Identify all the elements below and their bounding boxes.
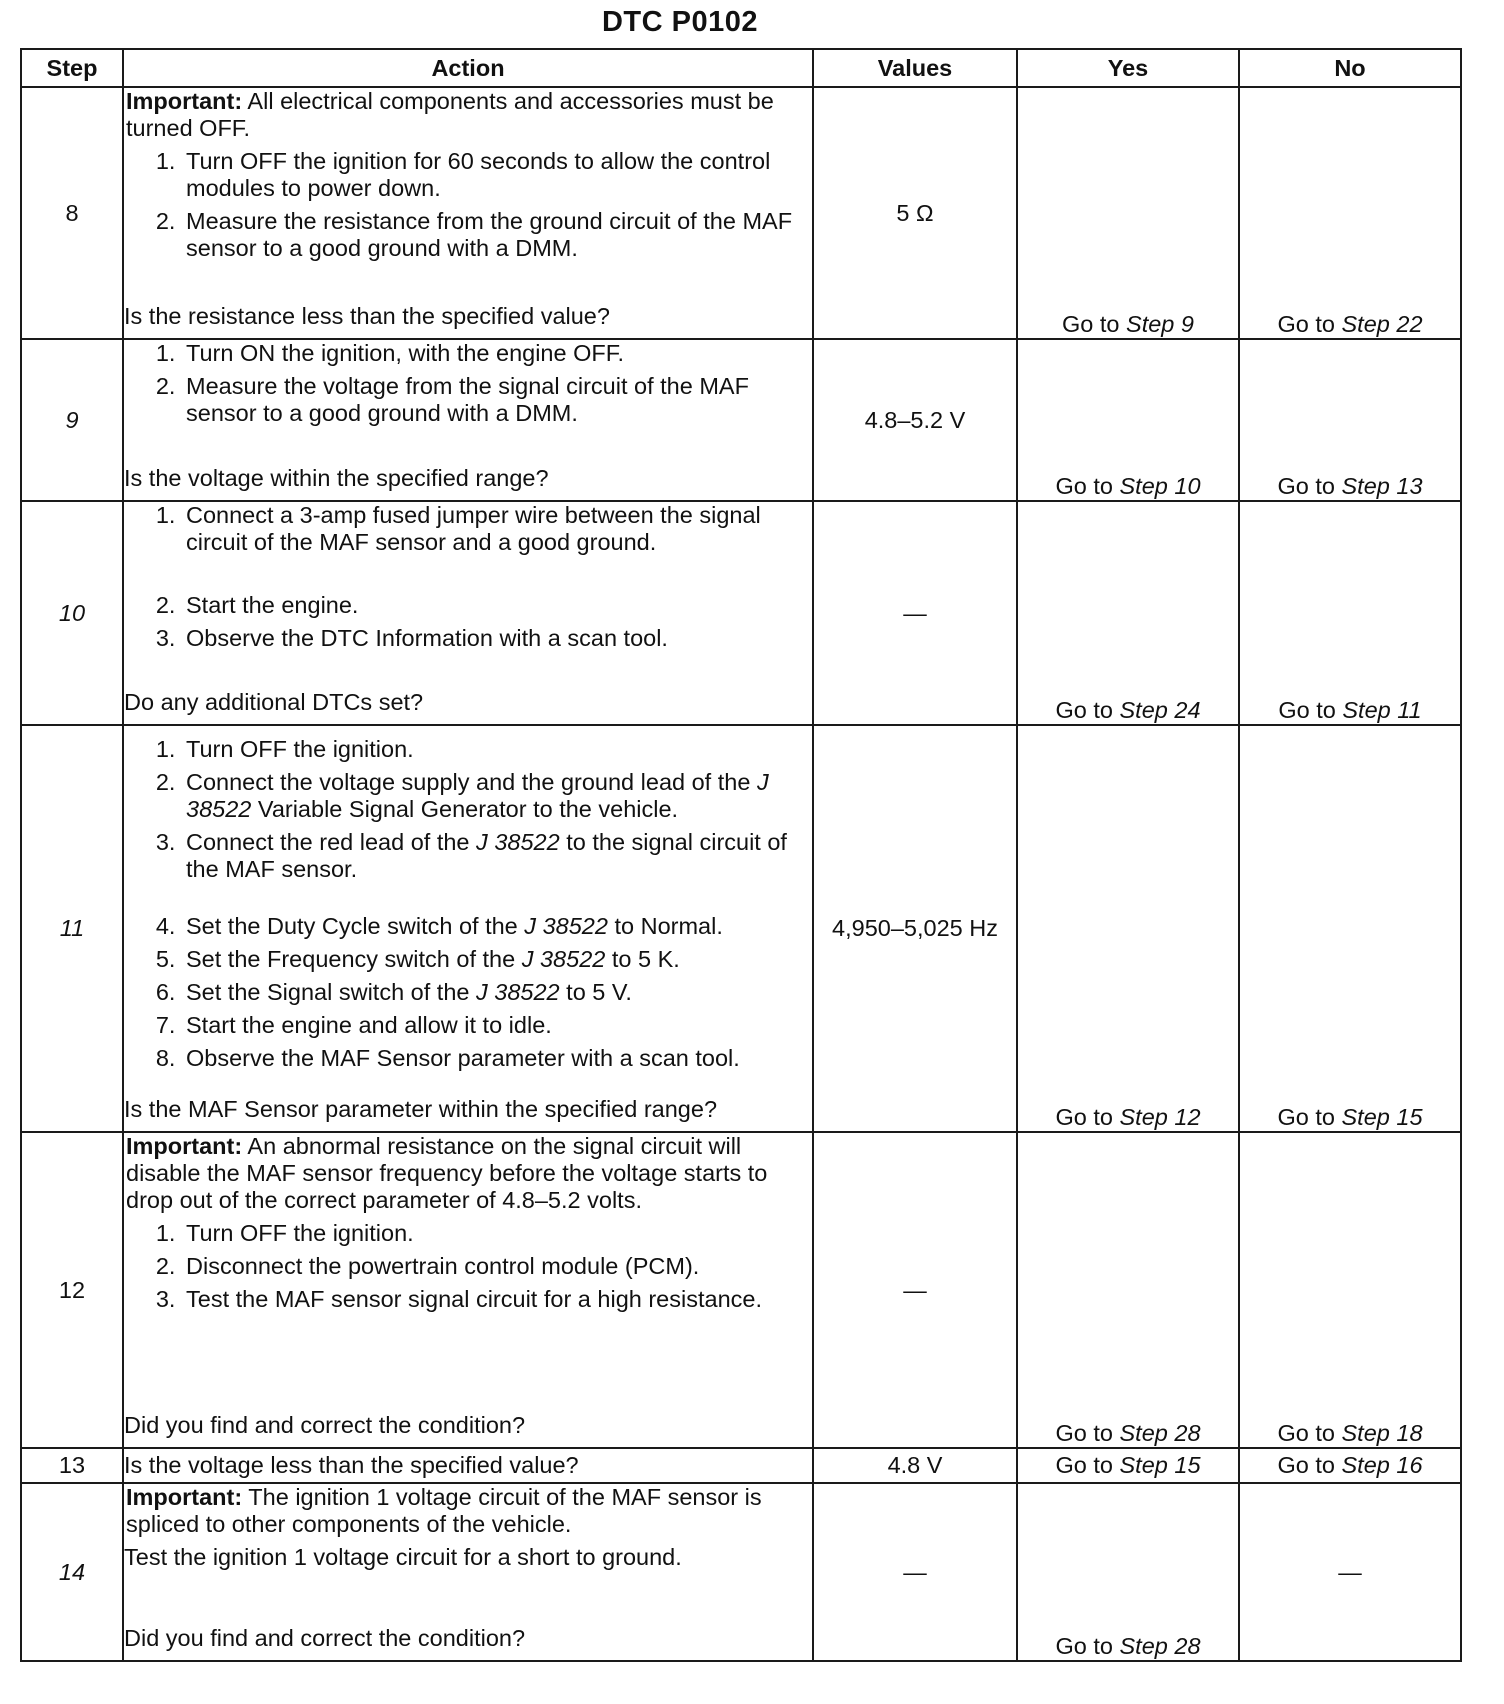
procedure-item: 5. Set the Frequency switch of the J 38522 to 5 K.	[182, 946, 812, 973]
yes-cell	[1017, 1448, 1239, 1483]
no-cell	[1239, 725, 1461, 1132]
tool-reference: J 38522	[524, 913, 608, 939]
goto-step-link[interactable]: Step 16	[1341, 1452, 1423, 1478]
step-number: 13	[21, 1448, 123, 1483]
important-text: An abnormal resistance on the signal circuit will disable the MAF sensor frequency before the voltage starts to drop out of the correct parameter of 4.8–5.2 volts.	[126, 1133, 768, 1213]
no-cell	[1239, 501, 1461, 725]
table-row-step-10	[21, 501, 1461, 725]
important-label: Important:	[126, 1133, 243, 1159]
goto-prefix: Go to	[1277, 1452, 1342, 1478]
values-cell: 4.8 V	[813, 1448, 1017, 1483]
goto-step-link[interactable]: Step 12	[1119, 1104, 1201, 1130]
procedure-item: 2. Measure the resistance from the ground circuit of the MAF sensor to a good ground with a DMM.	[182, 208, 812, 262]
goto-prefix: Go to	[1055, 1452, 1120, 1478]
procedure-item: 2. Disconnect the powertrain control module (PCM).	[182, 1253, 812, 1280]
no-cell	[1239, 87, 1461, 339]
yes-cell	[1017, 725, 1239, 1132]
tool-reference: J 38522	[186, 769, 769, 822]
goto-step-link[interactable]: Step 11	[1342, 697, 1422, 723]
yes-cell	[1017, 339, 1239, 501]
step-number: 11	[21, 725, 123, 1132]
header-row	[21, 49, 1461, 87]
goto-step-link[interactable]: Step 28	[1119, 1420, 1201, 1446]
procedure-list	[124, 1220, 812, 1313]
no-cell	[1239, 339, 1461, 501]
goto-step-link[interactable]: Step 15	[1119, 1452, 1201, 1478]
header-action: Action	[123, 49, 813, 87]
goto-prefix: Go to	[1055, 697, 1120, 723]
procedure-item: 6. Set the Signal switch of the J 38522 to 5 V.	[182, 979, 812, 1006]
goto-step-link[interactable]: Step 15	[1341, 1104, 1423, 1130]
no-cell	[1239, 1448, 1461, 1483]
goto-prefix: Go to	[1277, 311, 1342, 337]
action-cell	[123, 339, 813, 501]
goto-step-link[interactable]: Step 9	[1126, 311, 1194, 337]
table-row-step-14	[21, 1483, 1461, 1661]
tool-reference: J 38522	[476, 979, 560, 1005]
procedure-item: 2. Measure the voltage from the signal circuit of the MAF sensor to a good ground with a DMM.	[182, 373, 812, 427]
action-cell	[123, 501, 813, 725]
procedure-item: 3. Observe the DTC Information with a scan tool.	[182, 625, 812, 652]
goto-prefix: Go to	[1062, 311, 1127, 337]
goto-prefix: Go to	[1277, 1420, 1342, 1446]
goto-prefix: Go to	[1055, 473, 1120, 499]
values-cell: 5 Ω	[813, 87, 1017, 339]
action-cell	[123, 1483, 813, 1661]
step-number: 14	[21, 1483, 123, 1661]
important-text: All electrical components and accessories must be turned OFF.	[126, 88, 774, 141]
step-number: 10	[21, 501, 123, 725]
table-row-step-12	[21, 1132, 1461, 1448]
tool-reference: J 38522	[521, 946, 606, 972]
instruction-text: Test the ignition 1 voltage circuit for a short to ground.	[124, 1544, 682, 1570]
values-cell: —	[813, 501, 1017, 725]
goto-prefix: Go to	[1055, 1633, 1120, 1659]
procedure-item: 1. Turn OFF the ignition.	[182, 736, 812, 763]
procedure-item: 7. Start the engine and allow it to idle.	[182, 1012, 812, 1039]
action-cell	[123, 87, 813, 339]
action-cell	[123, 1132, 813, 1448]
goto-prefix: Go to	[1277, 473, 1342, 499]
procedure-list	[124, 148, 812, 262]
values-cell: —	[813, 1132, 1017, 1448]
goto-step-link[interactable]: Step 28	[1119, 1633, 1201, 1659]
diagnostic-table	[20, 48, 1462, 1662]
goto-prefix: Go to	[1278, 697, 1343, 723]
yes-cell	[1017, 87, 1239, 339]
goto-prefix: Go to	[1055, 1420, 1120, 1446]
question-text: Did you find and correct the condition?	[124, 1412, 526, 1438]
procedure-item: 4. Set the Duty Cycle switch of the J 38522 to Normal.	[182, 913, 812, 940]
goto-step-link[interactable]: Step 18	[1341, 1420, 1423, 1446]
yes-cell	[1017, 501, 1239, 725]
important-label: Important:	[126, 1484, 243, 1510]
header-step: Step	[21, 49, 123, 87]
question-text: Is the MAF Sensor parameter within the specified range?	[124, 1096, 718, 1122]
action-cell	[123, 1448, 813, 1483]
important-note	[126, 1484, 812, 1538]
values-cell: —	[813, 1483, 1017, 1661]
step-number: 9	[21, 339, 123, 501]
step-number: 12	[21, 1132, 123, 1448]
important-label: Important:	[126, 88, 243, 114]
procedure-item: 1. Turn OFF the ignition.	[182, 1220, 812, 1247]
tool-reference: J 38522	[476, 829, 560, 855]
document-title: DTC P0102	[601, 6, 758, 38]
no-cell	[1239, 1132, 1461, 1448]
procedure-item: 1. Turn OFF the ignition for 60 seconds to allow the control modules to power down.	[182, 148, 812, 202]
values-cell: 4.8–5.2 V	[813, 339, 1017, 501]
procedure-list	[124, 502, 812, 658]
procedure-item: 3. Connect the red lead of the J 38522 to the signal circuit of the MAF sensor.	[182, 829, 812, 883]
procedure-item: 8. Observe the MAF Sensor parameter with a scan tool.	[182, 1045, 812, 1072]
question-text: Did you find and correct the condition?	[124, 1625, 526, 1651]
procedure-list	[124, 736, 812, 1078]
table-row-step-13	[21, 1448, 1461, 1483]
procedure-item: 2. Start the engine.	[182, 592, 812, 619]
action-cell	[123, 725, 813, 1132]
procedure-list	[124, 340, 812, 433]
goto-step-link[interactable]: Step 13	[1341, 473, 1423, 499]
header-values: Values	[813, 49, 1017, 87]
procedure-item: 3. Test the MAF sensor signal circuit for a high resistance.	[182, 1286, 812, 1313]
yes-cell	[1017, 1483, 1239, 1661]
table-row-step-8	[21, 87, 1461, 339]
question-text: Do any additional DTCs set?	[124, 689, 424, 715]
goto-prefix: Go to	[1055, 1104, 1120, 1130]
question-text: Is the voltage within the specified range?	[124, 465, 549, 491]
step-number: 8	[21, 87, 123, 339]
question-text: Is the voltage less than the specified value?	[124, 1452, 579, 1478]
goto-step-link[interactable]: Step 24	[1119, 697, 1201, 723]
important-note	[126, 88, 812, 142]
yes-cell	[1017, 1132, 1239, 1448]
values-cell: 4,950–5,025 Hz	[813, 725, 1017, 1132]
goto-prefix: Go to	[1277, 1104, 1342, 1130]
important-text: The ignition 1 voltage circuit of the MAF sensor is spliced to other components of the vehicle.	[126, 1484, 762, 1537]
header-yes: Yes	[1017, 49, 1239, 87]
question-text: Is the resistance less than the specified value?	[124, 303, 610, 329]
table-row-step-11	[21, 725, 1461, 1132]
procedure-item: 1. Turn ON the ignition, with the engine OFF.	[182, 340, 812, 367]
goto-step-link[interactable]: Step 10	[1119, 473, 1201, 499]
procedure-item: 1. Connect a 3-amp fused jumper wire between the signal circuit of the MAF sensor and a good ground.	[182, 502, 812, 556]
important-note	[126, 1133, 812, 1214]
goto-step-link[interactable]: Step 22	[1341, 311, 1423, 337]
no-cell: —	[1239, 1483, 1461, 1661]
header-no: No	[1239, 49, 1461, 87]
procedure-item: 2. Connect the voltage supply and the ground lead of the J 38522 Variable Signal Generator to the vehicle.	[182, 769, 812, 823]
table-row-step-9	[21, 339, 1461, 501]
